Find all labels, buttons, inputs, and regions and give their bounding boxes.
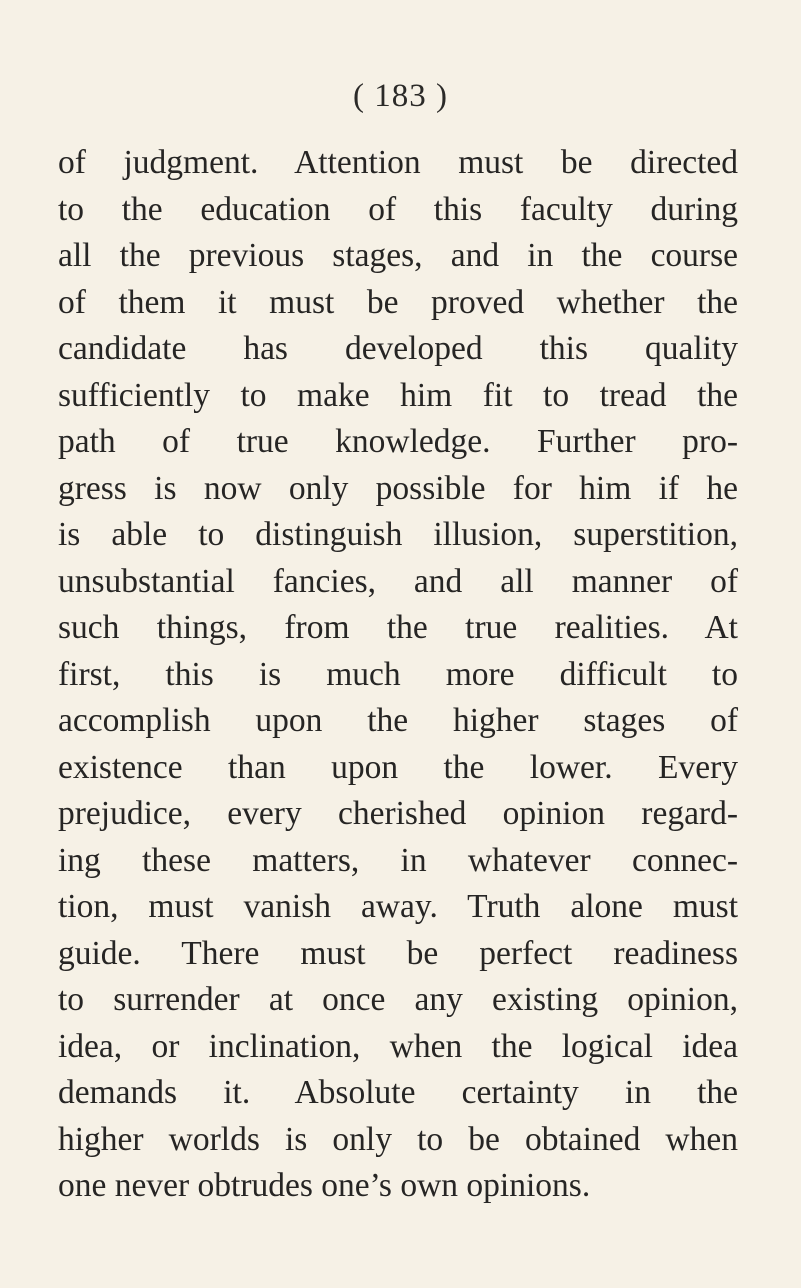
text-line: one never obtrudes one’s own opinions.	[58, 1167, 591, 1204]
text-line: such things, from the true realities. At	[58, 609, 738, 646]
page-number: ( 183 )	[353, 78, 448, 114]
text-line: sufficiently to make him fit to tread the	[58, 376, 738, 414]
text-line: unsubstantial fancies, and all manner of	[58, 562, 738, 600]
text-line: tion, must vanish away. Truth alone must	[58, 888, 738, 925]
text-line: existence than upon the lower. Every	[58, 748, 738, 786]
text-line: to surrender at once any existing opinion,	[58, 981, 738, 1018]
text-line: path of true knowledge. Further pro-	[58, 423, 738, 460]
text-line: all the previous stages, and in the course	[58, 237, 738, 274]
text-line: prejudice, every cherished opinion regard-	[58, 795, 738, 832]
text-line: of judgment. Attention must be directed	[58, 144, 738, 181]
text-line: ing these matters, in whatever connec-	[58, 841, 738, 879]
text-line: is able to distinguish illusion, superstition,	[58, 516, 738, 553]
text-line: accomplish upon the higher stages of	[58, 702, 738, 739]
text-line: higher worlds is only to be obtained when	[58, 1120, 738, 1158]
text-line: first, this is much more difficult to	[58, 655, 738, 693]
text-line: idea, or inclination, when the logical idea	[58, 1027, 738, 1065]
text-line: gress is now only possible for him if he	[58, 469, 738, 507]
text-line: to the education of this faculty during	[58, 190, 738, 228]
text-line: demands it. Absolute certainty in the	[58, 1074, 738, 1111]
text-line: of them it must be proved whether the	[58, 283, 738, 321]
body-text	[58, 140, 738, 1210]
text-line: candidate has developed this quality	[58, 330, 738, 367]
text-line: guide. There must be perfect readiness	[58, 934, 738, 972]
